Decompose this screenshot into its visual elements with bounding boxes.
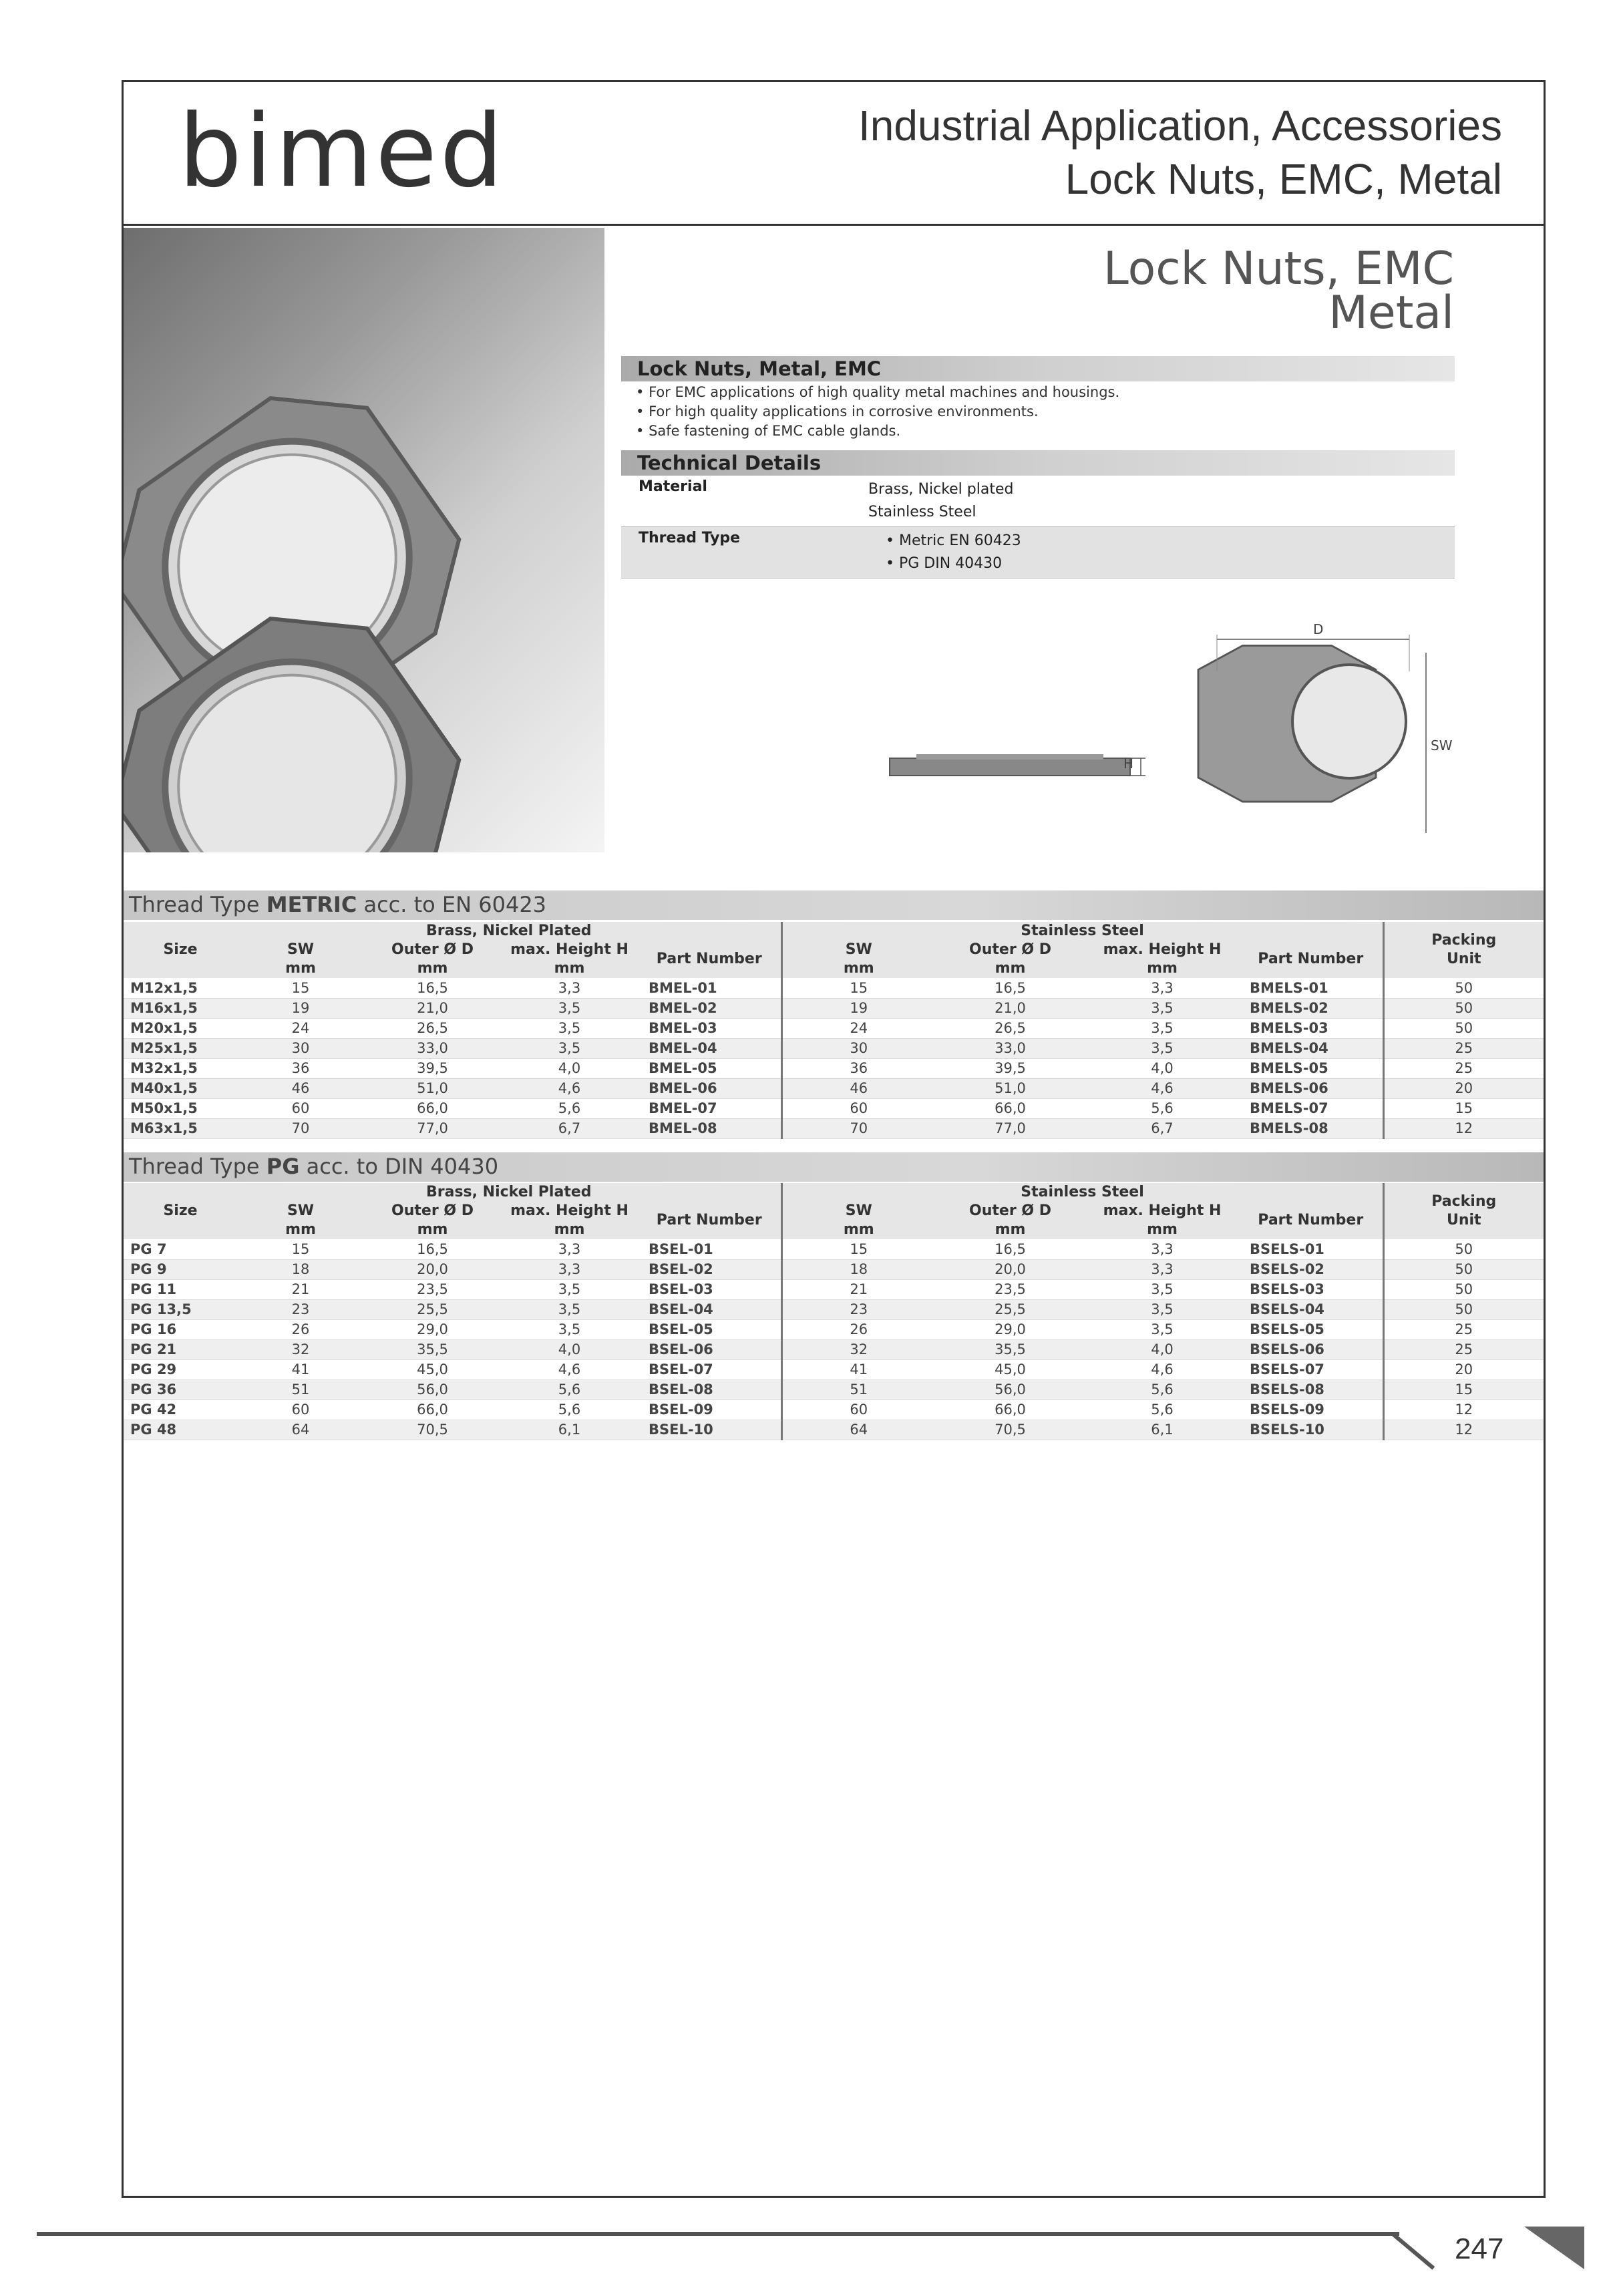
table-cell: 12 — [1383, 1400, 1544, 1420]
table-cell: 50 — [1383, 998, 1544, 1018]
table-cell: 21 — [237, 1279, 364, 1299]
col-outer: Outer Ø D — [364, 941, 501, 959]
table-cell: 3,5 — [1085, 1018, 1239, 1038]
table-cell: 33,0 — [364, 1038, 501, 1058]
col-sw: SW — [237, 1202, 364, 1220]
col-group-steel: Stainless Steel — [781, 1183, 1383, 1202]
col-group-brass: Brass, Nickel Plated — [237, 922, 781, 941]
table-cell: 51,0 — [364, 1078, 501, 1098]
table-cell: 16,5 — [364, 1239, 501, 1259]
table-row — [124, 1279, 1544, 1299]
table-cell: 12 — [1383, 1420, 1544, 1440]
table-cell: BSEL-05 — [638, 1319, 781, 1339]
table-cell: BMELS-08 — [1239, 1118, 1383, 1138]
table-cell: PG 48 — [124, 1420, 237, 1440]
table-cell: 23,5 — [935, 1279, 1085, 1299]
table-cell: 5,6 — [1085, 1379, 1239, 1400]
table-cell: PG 13,5 — [124, 1299, 237, 1319]
table-cell: PG 36 — [124, 1379, 237, 1400]
table-cell: 6,1 — [501, 1420, 638, 1440]
table-cell: BMEL-06 — [638, 1078, 781, 1098]
tech-row-material — [621, 476, 1455, 527]
table-cell: 3,5 — [501, 1279, 638, 1299]
table-cell: BMEL-03 — [638, 1018, 781, 1038]
table-header-row — [124, 941, 1544, 959]
table-row — [124, 1379, 1544, 1400]
col-unit: mm — [1085, 1220, 1239, 1239]
table-cell: 35,5 — [935, 1339, 1085, 1359]
table-cell: 51 — [781, 1379, 935, 1400]
table-cell: 50 — [1383, 978, 1544, 998]
table-cell: BSEL-06 — [638, 1339, 781, 1359]
table-cell: 3,5 — [1085, 1279, 1239, 1299]
lock-nuts-illustration — [124, 228, 604, 852]
label-h: H — [1123, 756, 1134, 772]
table-cell: BSELS-08 — [1239, 1379, 1383, 1400]
tech-row-thread — [621, 527, 1455, 579]
table-header-row — [124, 1183, 1544, 1202]
table-cell: 33,0 — [935, 1038, 1085, 1058]
tech-label-thread: Thread Type — [639, 530, 741, 546]
table-cell: BSELS-05 — [1239, 1319, 1383, 1339]
table-cell: BMELS-01 — [1239, 978, 1383, 998]
table-cell: 6,7 — [1085, 1118, 1239, 1138]
col-outer: Outer Ø D — [935, 941, 1085, 959]
table-cell: 56,0 — [935, 1379, 1085, 1400]
table-cell: BSELS-06 — [1239, 1339, 1383, 1359]
header-titles — [858, 99, 1502, 206]
table-cell: 15 — [781, 978, 935, 998]
col-outer: Outer Ø D — [364, 1202, 501, 1220]
tech-section-title: Technical Details — [621, 450, 1455, 476]
header-title-line1: Industrial Application, Accessories — [858, 102, 1502, 150]
metric-section-title: Thread Type METRIC acc. to EN 60423 — [124, 890, 1544, 920]
table-cell: BSEL-01 — [638, 1239, 781, 1259]
table-cell: BSEL-10 — [638, 1420, 781, 1440]
table-cell: 4,6 — [1085, 1359, 1239, 1379]
table-cell: BMEL-04 — [638, 1038, 781, 1058]
table-cell: PG 29 — [124, 1359, 237, 1379]
table-cell: 36 — [237, 1058, 364, 1078]
col-unit: mm — [935, 959, 1085, 978]
table-cell: 15 — [237, 978, 364, 998]
table-cell: 30 — [781, 1038, 935, 1058]
table-cell: 6,1 — [1085, 1420, 1239, 1440]
feature-item: • Safe fastening of EMC cable glands. — [636, 422, 1119, 441]
table-cell: 16,5 — [935, 1239, 1085, 1259]
table-cell: 18 — [237, 1259, 364, 1279]
table-cell: BMELS-04 — [1239, 1038, 1383, 1058]
table-cell: 12 — [1383, 1118, 1544, 1138]
table-cell: 41 — [237, 1359, 364, 1379]
page-corner-mark — [1524, 2227, 1584, 2269]
table-row — [124, 1239, 1544, 1259]
table-cell: PG 7 — [124, 1239, 237, 1259]
table-cell: 4,6 — [501, 1359, 638, 1379]
col-unit: mm — [501, 1220, 638, 1239]
feature-item: • For high quality applications in corrosive environments. — [636, 402, 1119, 422]
table-cell: 45,0 — [935, 1359, 1085, 1379]
table-cell: 4,0 — [1085, 1058, 1239, 1078]
pg-table — [124, 1183, 1544, 1440]
footer-rule — [37, 2232, 1399, 2236]
table-cell: 16,5 — [364, 978, 501, 998]
table-cell: 18 — [781, 1259, 935, 1279]
table-cell: BMEL-01 — [638, 978, 781, 998]
brand-logo: bimed — [178, 94, 506, 210]
tech-value-material — [868, 476, 1455, 526]
table-row — [124, 1098, 1544, 1118]
table-cell: 20 — [1383, 1078, 1544, 1098]
metric-table — [124, 922, 1544, 1139]
table-cell: 3,5 — [1085, 998, 1239, 1018]
table-cell: BSELS-09 — [1239, 1400, 1383, 1420]
table-cell: 15 — [1383, 1098, 1544, 1118]
table-cell: BSELS-01 — [1239, 1239, 1383, 1259]
table-cell: 15 — [781, 1239, 935, 1259]
table-cell: 64 — [781, 1420, 935, 1440]
table-cell: 5,6 — [1085, 1098, 1239, 1118]
table-cell: M40x1,5 — [124, 1078, 237, 1098]
col-sw: SW — [781, 941, 935, 959]
table-cell: PG 16 — [124, 1319, 237, 1339]
product-photo — [124, 228, 604, 852]
table-cell: 26 — [237, 1319, 364, 1339]
col-part: Part Number — [638, 941, 781, 978]
table-cell: 3,5 — [501, 1038, 638, 1058]
table-cell: 3,3 — [1085, 1259, 1239, 1279]
table-cell: 3,5 — [1085, 1319, 1239, 1339]
table-cell: BSELS-04 — [1239, 1299, 1383, 1319]
col-sw: SW — [781, 1202, 935, 1220]
col-unit: mm — [237, 1220, 364, 1239]
table-cell: 60 — [781, 1098, 935, 1118]
table-cell: 4,0 — [1085, 1339, 1239, 1359]
table-cell: 45,0 — [364, 1359, 501, 1379]
col-unit: mm — [1085, 959, 1239, 978]
col-unit: mm — [501, 959, 638, 978]
table-cell: 3,5 — [1085, 1299, 1239, 1319]
page-number: 247 — [1455, 2233, 1504, 2265]
table-cell: 66,0 — [935, 1098, 1085, 1118]
table-cell: 5,6 — [501, 1400, 638, 1420]
col-unit: mm — [781, 1220, 935, 1239]
product-section-title: Lock Nuts, Metal, EMC — [621, 356, 1455, 381]
product-title — [1103, 242, 1454, 339]
table-cell: 35,5 — [364, 1339, 501, 1359]
table-cell: 30 — [237, 1038, 364, 1058]
table-cell: 32 — [237, 1339, 364, 1359]
table-cell: BMEL-08 — [638, 1118, 781, 1138]
table-cell: 70,5 — [935, 1420, 1085, 1440]
col-part: Part Number — [1239, 941, 1383, 978]
col-size: Size — [124, 922, 237, 978]
table-cell: 3,5 — [501, 998, 638, 1018]
table-cell: 3,5 — [501, 1299, 638, 1319]
table-cell: 32 — [781, 1339, 935, 1359]
col-unit: mm — [364, 959, 501, 978]
table-cell: PG 11 — [124, 1279, 237, 1299]
table-cell: 3,3 — [1085, 1239, 1239, 1259]
col-part: Part Number — [1239, 1202, 1383, 1239]
table-cell: 26 — [781, 1319, 935, 1339]
table-cell: 60 — [237, 1098, 364, 1118]
table-cell: 25 — [1383, 1038, 1544, 1058]
table-cell: 25 — [1383, 1319, 1544, 1339]
table-cell: 26,5 — [935, 1018, 1085, 1038]
tech-details-table — [621, 476, 1455, 579]
col-group-steel: Stainless Steel — [781, 922, 1383, 941]
table-row — [124, 1319, 1544, 1339]
table-cell: 4,0 — [501, 1058, 638, 1078]
table-cell: 70,5 — [364, 1420, 501, 1440]
col-size: Size — [124, 1183, 237, 1239]
table-cell: BSEL-08 — [638, 1379, 781, 1400]
table-cell: BMELS-03 — [1239, 1018, 1383, 1038]
table-cell: 4,6 — [501, 1078, 638, 1098]
table-row — [124, 1420, 1544, 1440]
footer-rule-slope — [1391, 2233, 1435, 2270]
table-cell: 29,0 — [364, 1319, 501, 1339]
col-packing: Packing Unit — [1383, 1183, 1544, 1239]
table-cell: BSEL-07 — [638, 1359, 781, 1379]
table-cell: 46 — [781, 1078, 935, 1098]
table-cell: BSEL-03 — [638, 1279, 781, 1299]
table-cell: BMELS-06 — [1239, 1078, 1383, 1098]
table-cell: 51 — [237, 1379, 364, 1400]
col-unit: mm — [364, 1220, 501, 1239]
table-row — [124, 1118, 1544, 1138]
table-cell: 15 — [237, 1239, 364, 1259]
table-cell: 25 — [1383, 1339, 1544, 1359]
product-title-line1: Lock Nuts, EMC — [1103, 242, 1454, 295]
table-cell: 3,5 — [501, 1018, 638, 1038]
table-cell: 24 — [781, 1018, 935, 1038]
col-group-brass: Brass, Nickel Plated — [237, 1183, 781, 1202]
table-cell: BMEL-07 — [638, 1098, 781, 1118]
table-cell: BMELS-02 — [1239, 998, 1383, 1018]
thread-value: • PG DIN 40430 — [886, 555, 1003, 572]
col-height: max. Height H — [1085, 941, 1239, 959]
table-cell: BSELS-07 — [1239, 1359, 1383, 1379]
table-row — [124, 1400, 1544, 1420]
table-cell: 39,5 — [935, 1058, 1085, 1078]
table-cell: BSEL-04 — [638, 1299, 781, 1319]
tech-label-material: Material — [639, 478, 707, 495]
table-cell: BSELS-02 — [1239, 1259, 1383, 1279]
table-cell: 50 — [1383, 1018, 1544, 1038]
table-row — [124, 978, 1544, 998]
label-sw: SW — [1431, 737, 1453, 754]
table-cell: 25,5 — [935, 1299, 1085, 1319]
col-height: max. Height H — [501, 1202, 638, 1220]
table-cell: 41 — [781, 1359, 935, 1379]
col-outer: Outer Ø D — [935, 1202, 1085, 1220]
table-cell: 25 — [1383, 1058, 1544, 1078]
table-row — [124, 1058, 1544, 1078]
material-value: Stainless Steel — [868, 504, 976, 520]
table-cell: BMEL-05 — [638, 1058, 781, 1078]
table-cell: 50 — [1383, 1299, 1544, 1319]
table-cell: 19 — [237, 998, 364, 1018]
table-cell: 5,6 — [501, 1379, 638, 1400]
table-cell: 23,5 — [364, 1279, 501, 1299]
table-row — [124, 1339, 1544, 1359]
table-cell: 3,3 — [1085, 978, 1239, 998]
page-header — [122, 80, 1546, 226]
pg-section-title: Thread Type PG acc. to DIN 40430 — [124, 1152, 1544, 1182]
table-cell: 4,0 — [501, 1339, 638, 1359]
table-cell: BSEL-02 — [638, 1259, 781, 1279]
table-cell: 3,3 — [501, 1259, 638, 1279]
col-unit: mm — [781, 959, 935, 978]
table-cell: 51,0 — [935, 1078, 1085, 1098]
table-cell: 24 — [237, 1018, 364, 1038]
table-row — [124, 1359, 1544, 1379]
table-cell: 3,3 — [501, 978, 638, 998]
table-cell: 23 — [237, 1299, 364, 1319]
table-cell: 3,5 — [501, 1319, 638, 1339]
table-cell: 23 — [781, 1299, 935, 1319]
material-value: Brass, Nickel plated — [868, 481, 1014, 498]
table-cell: PG 21 — [124, 1339, 237, 1359]
table-row — [124, 1018, 1544, 1038]
table-cell: 66,0 — [364, 1400, 501, 1420]
table-cell: PG 42 — [124, 1400, 237, 1420]
table-cell: 16,5 — [935, 978, 1085, 998]
table-cell: 15 — [1383, 1379, 1544, 1400]
table-row — [124, 1299, 1544, 1319]
table-row — [124, 1078, 1544, 1098]
table-row — [124, 1259, 1544, 1279]
table-cell: M16x1,5 — [124, 998, 237, 1018]
col-height: max. Height H — [501, 941, 638, 959]
table-header-row — [124, 922, 1544, 941]
table-cell: 50 — [1383, 1279, 1544, 1299]
table-cell: 20,0 — [364, 1259, 501, 1279]
table-cell: 60 — [237, 1400, 364, 1420]
table-cell: 3,5 — [1085, 1038, 1239, 1058]
table-cell: 29,0 — [935, 1319, 1085, 1339]
table-cell: 60 — [781, 1400, 935, 1420]
table-cell: 36 — [781, 1058, 935, 1078]
col-packing: Packing Unit — [1383, 922, 1544, 978]
table-cell: 56,0 — [364, 1379, 501, 1400]
col-unit: mm — [237, 959, 364, 978]
table-cell: M25x1,5 — [124, 1038, 237, 1058]
col-height: max. Height H — [1085, 1202, 1239, 1220]
table-cell: 5,6 — [501, 1098, 638, 1118]
table-cell: BSELS-10 — [1239, 1420, 1383, 1440]
col-unit: mm — [935, 1220, 1085, 1239]
table-cell: 77,0 — [935, 1118, 1085, 1138]
table-cell: 4,6 — [1085, 1078, 1239, 1098]
table-cell: M63x1,5 — [124, 1118, 237, 1138]
col-sw: SW — [237, 941, 364, 959]
table-cell: 64 — [237, 1420, 364, 1440]
header-title-line2: Lock Nuts, EMC, Metal — [1065, 155, 1502, 203]
table-cell: M12x1,5 — [124, 978, 237, 998]
table-cell: 19 — [781, 998, 935, 1018]
tech-value-thread — [868, 527, 1455, 578]
table-cell: 50 — [1383, 1239, 1544, 1259]
table-cell: PG 9 — [124, 1259, 237, 1279]
table-cell: BSELS-03 — [1239, 1279, 1383, 1299]
feature-list — [636, 383, 1119, 441]
table-cell: 70 — [781, 1118, 935, 1138]
table-cell: M50x1,5 — [124, 1098, 237, 1118]
table-row — [124, 1038, 1544, 1058]
table-cell: BMEL-02 — [638, 998, 781, 1018]
table-cell: 70 — [237, 1118, 364, 1138]
table-cell: 66,0 — [935, 1400, 1085, 1420]
dimension-drawing — [882, 618, 1483, 845]
table-cell: 20 — [1383, 1359, 1544, 1379]
table-cell: 50 — [1383, 1259, 1544, 1279]
table-cell: 21 — [781, 1279, 935, 1299]
table-cell: 5,6 — [1085, 1400, 1239, 1420]
table-cell: BMELS-07 — [1239, 1098, 1383, 1118]
table-cell: 21,0 — [364, 998, 501, 1018]
table-cell: 66,0 — [364, 1098, 501, 1118]
table-cell: 6,7 — [501, 1118, 638, 1138]
label-d: D — [1313, 621, 1324, 637]
thread-value: • Metric EN 60423 — [886, 532, 1021, 549]
table-cell: 26,5 — [364, 1018, 501, 1038]
feature-item: • For EMC applications of high quality metal machines and housings. — [636, 383, 1119, 402]
table-cell: BSEL-09 — [638, 1400, 781, 1420]
table-cell: 77,0 — [364, 1118, 501, 1138]
table-cell: 25,5 — [364, 1299, 501, 1319]
table-cell: 39,5 — [364, 1058, 501, 1078]
table-cell: 3,3 — [501, 1239, 638, 1259]
table-row — [124, 998, 1544, 1018]
col-part: Part Number — [638, 1202, 781, 1239]
table-cell: BMELS-05 — [1239, 1058, 1383, 1078]
table-cell: M32x1,5 — [124, 1058, 237, 1078]
table-cell: 21,0 — [935, 998, 1085, 1018]
table-cell: M20x1,5 — [124, 1018, 237, 1038]
table-header-row — [124, 1202, 1544, 1220]
product-title-line2: Metal — [1328, 287, 1454, 339]
table-cell: 20,0 — [935, 1259, 1085, 1279]
table-cell: 46 — [237, 1078, 364, 1098]
